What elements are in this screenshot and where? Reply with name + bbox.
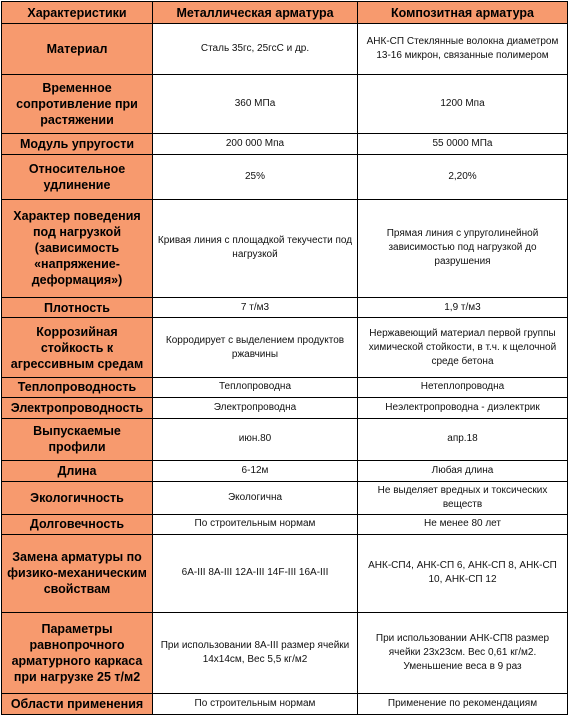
table-row [2,154,568,199]
metal-value: По строительным нормам [153,694,358,715]
composite-value: Не выделяет вредных и токсических веществ [358,481,568,514]
composite-value: 1200 Мпа [358,75,568,134]
row-label: Длина [2,461,153,481]
metal-value: Экологична [153,481,358,514]
composite-value: Нержавеющий материал первой группы химической стойкости, в т.ч. к щелочной среде бетона [358,318,568,377]
composite-value: 2,20% [358,154,568,199]
composite-value: Любая длина [358,461,568,481]
metal-value: 360 МПа [153,75,358,134]
table-row [2,461,568,481]
metal-value: Теплопроводна [153,377,358,397]
composite-value: Применение по рекомендациям [358,694,568,715]
comparison-table [1,1,568,715]
table-row [2,535,568,613]
composite-value: Неэлектропроводна - диэлектрик [358,398,568,418]
row-label: Параметры равнопрочного арматурного каркаса при нагрузке 25 т/м2 [2,612,153,694]
metal-value: Сталь 35гс, 25гсС и др. [153,24,358,75]
row-label: Характер поведения под нагрузкой (зависимость «напряжение-деформация») [2,199,153,297]
row-label: Коррозийная стойкость к агрессивным средам [2,318,153,377]
table-row [2,398,568,418]
row-label: Материал [2,24,153,75]
row-label: Плотность [2,297,153,317]
row-label: Теплопроводность [2,377,153,397]
header-row [2,2,568,24]
composite-value: АНК-СП Стеклянные волокна диаметром 13-16 микрон, связанные полимером [358,24,568,75]
row-label: Экологичность [2,481,153,514]
composite-value: АНК-СП4, АНК-СП 6, АНК-СП 8, АНК-СП 10, АНК-СП 12 [358,535,568,613]
metal-value: 200 000 Мпа [153,134,358,154]
metal-value: 6-12м [153,461,358,481]
metal-value: Корродирует с выделением продуктов ржавчины [153,318,358,377]
row-label: Долговечность [2,514,153,534]
table-row [2,297,568,317]
table-row [2,24,568,75]
header-composite-rebar: Композитная арматура [358,2,568,24]
table-row [2,199,568,297]
table-row [2,514,568,534]
metal-value: По строительным нормам [153,514,358,534]
metal-value: При использовании 8А-III размер ячейки 14х14см, Вес 5,5 кг/м2 [153,612,358,694]
row-label: Замена арматуры по физико-механическим свойствам [2,535,153,613]
row-label: Выпускаемые профили [2,418,153,461]
metal-value: Кривая линия с площадкой текучести под нагрузкой [153,199,358,297]
metal-value: 6А-III 8А-III 12А-III 14F-III 16А-III [153,535,358,613]
metal-value: 25% [153,154,358,199]
header-characteristics: Характеристики [2,2,153,24]
header-metal-rebar: Металлическая арматура [153,2,358,24]
table-row [2,134,568,154]
table-row [2,75,568,134]
composite-value: 55 0000 МПа [358,134,568,154]
composite-value: Не менее 80 лет [358,514,568,534]
row-label: Относительное удлинение [2,154,153,199]
table-row [2,377,568,397]
row-label: Электропроводность [2,398,153,418]
metal-value: Электропроводна [153,398,358,418]
row-label: Модуль упругости [2,134,153,154]
row-label: Области применения [2,694,153,715]
table-row [2,418,568,461]
metal-value: июн.80 [153,418,358,461]
metal-value: 7 т/м3 [153,297,358,317]
table-row [2,481,568,514]
composite-value: Прямая линия с упруголинейной зависимостью под нагрузкой до разрушения [358,199,568,297]
table-row [2,612,568,694]
composite-value: Нетеплопроводна [358,377,568,397]
composite-value: При использовании АНК-СП8 размер ячейки 23х23см. Вес 0,61 кг/м2. Уменьшение веса в 9 раз [358,612,568,694]
table-row [2,694,568,715]
row-label: Временное сопротивление при растяжении [2,75,153,134]
table-row [2,318,568,377]
composite-value: 1,9 т/м3 [358,297,568,317]
composite-value: апр.18 [358,418,568,461]
